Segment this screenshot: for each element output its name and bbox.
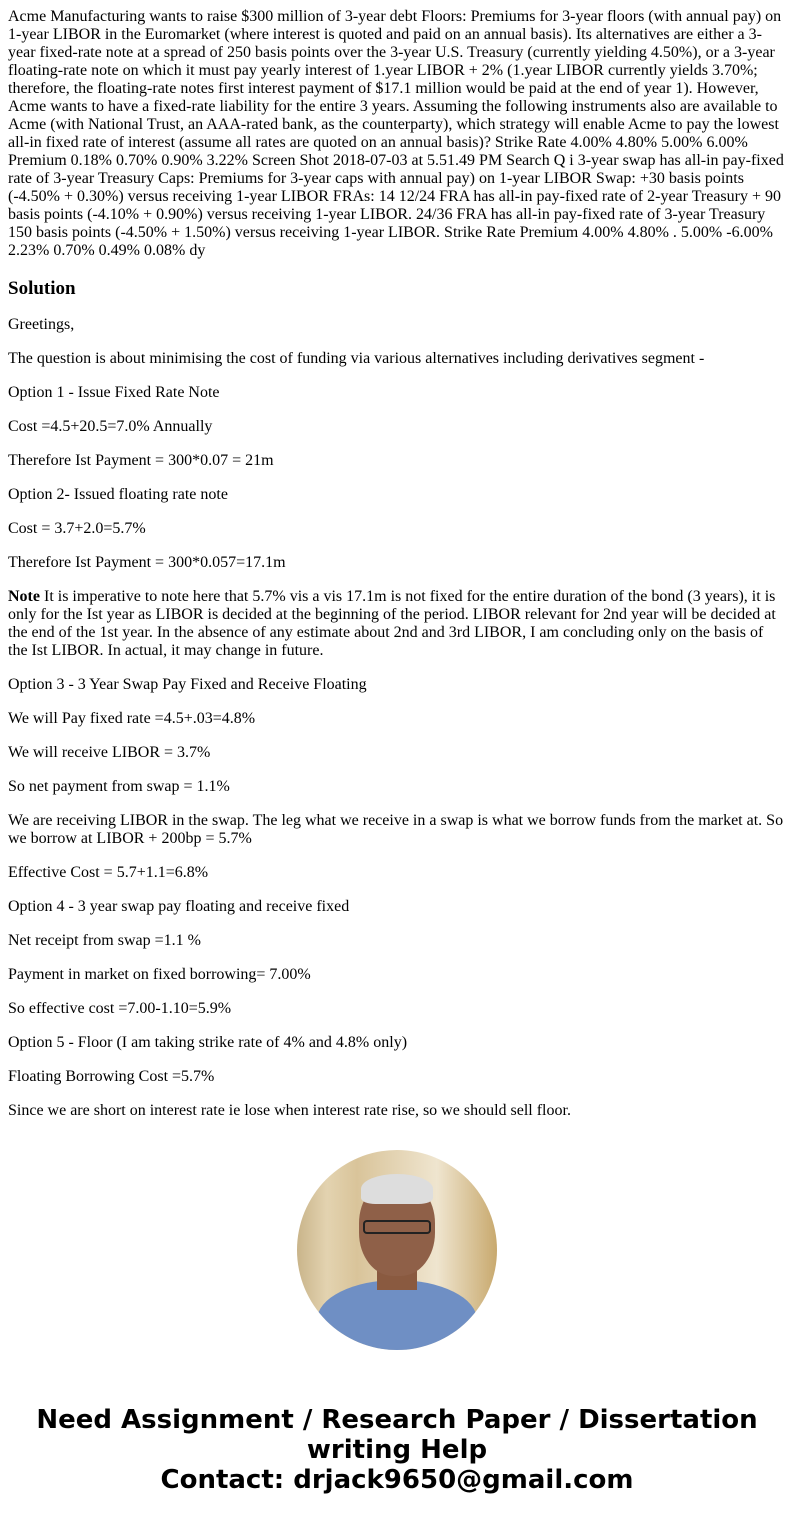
paragraph: Greetings, [8,316,75,333]
paragraph: Since we are short on interest rate ie lose when interest rate rise, so we should sell floor. [8,1102,571,1119]
question-text: Acme Manufacturing wants to raise $300 million of 3-year debt Floors: Premiums for 3-year floors (with annual pay) on 1-year LIBOR in the Euromarket (where interest is quoted and paid on an annual basis). Its alternatives are either a 3-year fixed-rate note at a spread of 250 basis points over the 3-year U.S. Treasury (currently yielding 4.50%), or a 3-year floating-rate note on which it must pay yearly interest of 1.year LIBOR + 2% (1.year LIBOR currently yields 3.70%; therefore, the floating-rate notes first interest payment of $17.1 million would be paid at the end of year 1). However, Acme wants to have a fixed-rate liability for the entire 3 years. Assuming the following instruments also are available to Acme (with National Trust, an AAA-rated bank, as the counterparty), which strategy will enable Acme to pay the lowest all-in fixed rate of interest (assume all rates are quoted on an annual basis)? Strike Rate 4.00% 4.80% 5.00% 6.00% Premium 0.18% 0.70% 0.90% 3.22% Screen Shot 2018-07-03 at 5.51.49 PM Search Q i 3-year swap has all-in pay-fixed rate of 3-year Treasury Caps: Premiums for 3-year caps with annual pay) on 1-year LIBOR Swap: +30 basis points (-4.50% + 0.30%) versus receiving 1-year LIBOR FRAs: 14 12/24 FRA has all-in pay-fixed rate of 2-year Treasury + 90 basis points (-4.10% + 0.90%) versus receiving 1-year LIBOR. 24/36 FRA has all-in pay-fixed rate of 3-year Treasury 150 basis points (-4.50% + 1.50%) versus receiving 1-year LIBOR. Strike Rate Premium 4.00% 4.80% . 5.00% -6.00% 2.23% 0.70% 0.49% 0.08% dy [8,8,784,259]
paragraph: Net receipt from swap =1.1 % [8,932,201,949]
paragraph: So net payment from swap = 1.1% [8,778,230,795]
note-paragraph [8,588,786,660]
photo-hair [361,1174,433,1204]
paragraph: Option 5 - Floor (I am taking strike rate of 4% and 4.8% only) [8,1034,408,1051]
author-photo [297,1150,497,1350]
paragraph: Option 4 - 3 year swap pay floating and receive fixed [8,898,350,915]
paragraph: Payment in market on fixed borrowing= 7.00% [8,966,311,983]
paragraph: Option 1 - Issue Fixed Rate Note [8,384,220,401]
note-text: It is imperative to note here that 5.7% vis a vis 17.1m is not fixed for the entire duration of the bond (3 years), it is only for the Ist year as LIBOR is decided at the beginning of the period. LIBOR relevant for 2nd year will be decided at the end of the 1st year. In the absence of any estimate about 2nd and 3rd LIBOR, I am concluding only on the basis of the Ist LIBOR. In actual, it may change in future. [8,588,776,659]
paragraph: We will receive LIBOR = 3.7% [8,744,211,761]
footer-line-1: Need Assignment / Research Paper / Dissertation writing Help [36,1405,758,1465]
footer-line-2: Contact: drjack9650@gmail.com [160,1465,634,1495]
paragraph: Therefore Ist Payment = 300*0.057=17.1m [8,554,286,571]
paragraph: We will Pay fixed rate =4.5+.03=4.8% [8,710,256,727]
paragraph: Effective Cost = 5.7+1.1=6.8% [8,864,209,881]
author-photo-container [8,1150,786,1355]
photo-shirt [317,1280,477,1350]
note-label: Note [8,588,40,605]
paragraph: The question is about minimising the cost of funding via various alternatives including derivatives segment - [8,350,705,367]
photo-glasses [363,1220,431,1234]
paragraph: Option 2- Issued floating rate note [8,486,228,503]
paragraph: Cost =4.5+20.5=7.0% Annually [8,418,213,435]
paragraph: We are receiving LIBOR in the swap. The leg what we receive in a swap is what we borrow funds from the market at. So we borrow at LIBOR + 200bp = 5.7% [8,812,784,847]
paragraph: Floating Borrowing Cost =5.7% [8,1068,215,1085]
contact-footer [8,1405,786,1495]
paragraph: Cost = 3.7+2.0=5.7% [8,520,146,537]
paragraph: Therefore Ist Payment = 300*0.07 = 21m [8,452,274,469]
solution-body [8,316,786,1120]
solution-heading: Solution [8,278,76,299]
paragraph: Option 3 - 3 Year Swap Pay Fixed and Receive Floating [8,676,367,693]
paragraph: So effective cost =7.00-1.10=5.9% [8,1000,232,1017]
